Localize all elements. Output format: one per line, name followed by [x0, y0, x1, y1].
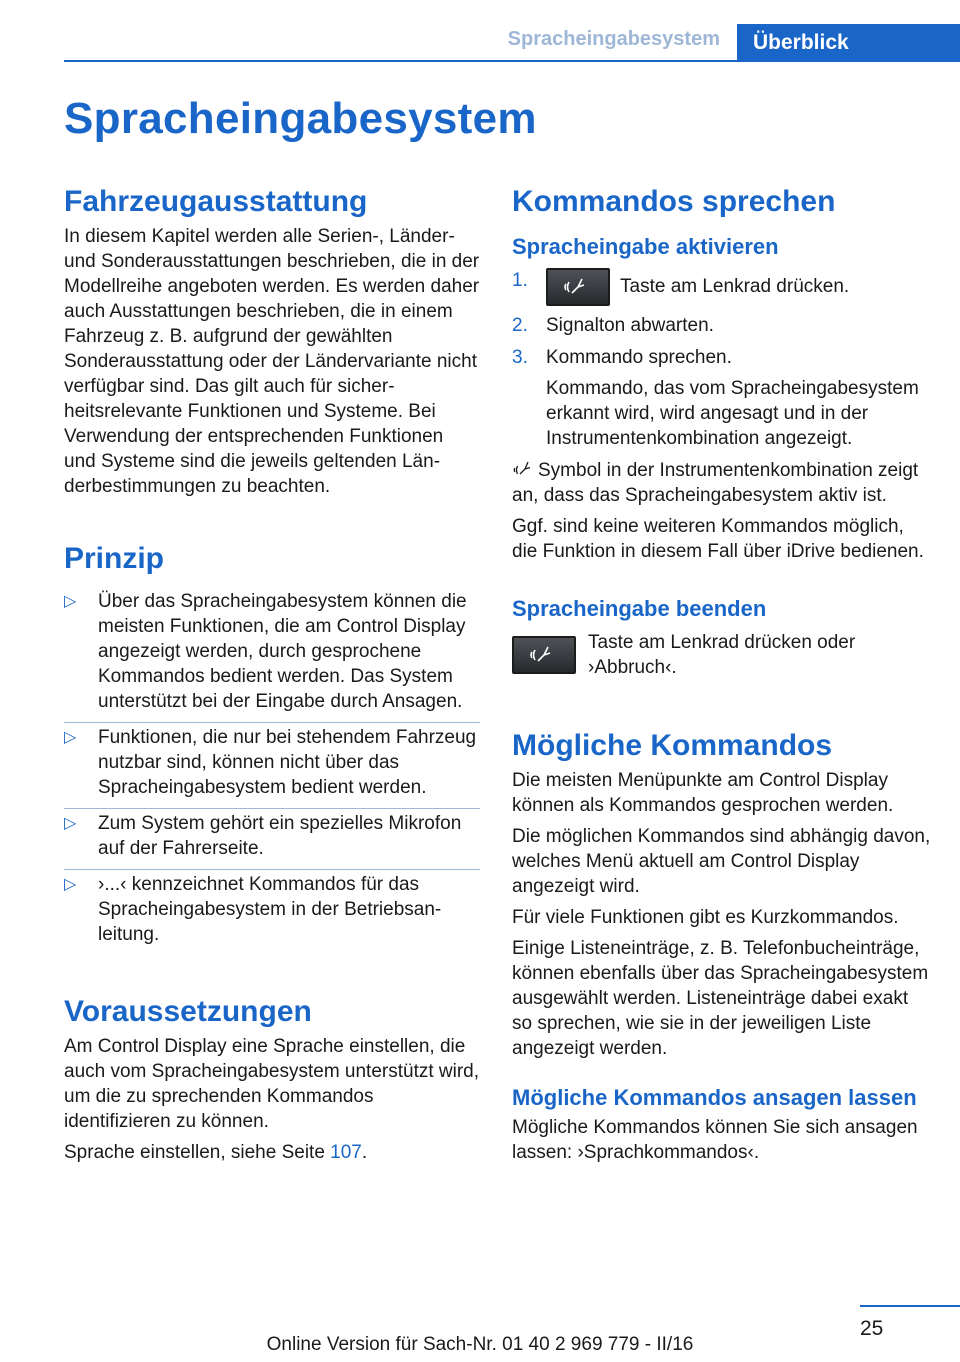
heading-fahrzeugausstattung: Fahrzeugausstattung [64, 185, 368, 218]
list-item: ▷ Funktionen, die nur bei stehendem Fahrzeug nutzbar sind, können nicht über das Spracheingabesystem bedient werden. [64, 725, 480, 804]
left-column [64, 180, 480, 1171]
heading-prinzip: Prinzip [64, 542, 165, 575]
list-item: ▷ Zum System gehört ein spezielles Mikrofon auf der Fahrerseite. [64, 811, 480, 865]
list-item: 2. Signalton abwarten. [512, 315, 714, 336]
header-section-label: Spracheingabesystem [507, 28, 720, 50]
voice-active-icon [512, 460, 534, 478]
fahrzeugausstattung-text: In diesem Kapitel werden alle Serien-, Länder- und Sonderausstattungen beschrieben, die in der Modellreihe angeboten werden. Es werden daher auch Ausstattungen beschrieben, die in einem Fahrzeug z. B. aufgrund der gewählten Sonderausstattung oder der Ländervariante nicht verfügbar sind. Das gilt auch für sicherheitsrelevante Funktionen und Systeme. Bei Verwendung der entsprechenden Funktionen und Systeme sind die jeweils geltenden Länderbestimmungen zu beachten. [64, 226, 480, 497]
page-title: Spracheingabesystem [64, 94, 537, 143]
ansagen-text: Mögliche Kommandos können Sie sich ansagen lassen: ›Sprachkommandos‹. [512, 1117, 918, 1163]
footer-text: Online Version für Sach-Nr. 01 40 2 969 779 - II/16 [266, 1334, 694, 1355]
heading-kommandos-sprechen: Kommandos sprechen [512, 185, 836, 218]
prinzip-list [64, 589, 480, 951]
voice-button-icon [546, 268, 610, 306]
heading-spracheingabe-beenden: Spracheingabe beenden [512, 596, 767, 621]
triangle-bullet-icon: ▷ [64, 593, 77, 610]
list-item: 3. Kommando sprechen. Kommando, das vom Spracheingabesystem erkannt wird, wird angesagt und in der Instrumentenkombination angezeigt. [512, 347, 919, 449]
moegliche-p4: Einige Listeneinträge, z. B. Telefonbucheinträge, können ebenfalls über das Spracheingabesystem ausgewählt werden. Listeneinträge dabei exakt so sprechen, wie sie in der jeweiligen Liste angezeigt werden. [512, 938, 929, 1059]
voraussetzungen-ref: Sprache einstellen, siehe Seite 107. [64, 1142, 368, 1163]
right-column [512, 180, 932, 1171]
moegliche-p1: Die meisten Menüpunkte am Control Display können als Kommandos gesprochen werden. [512, 770, 894, 816]
triangle-bullet-icon: ▷ [64, 729, 77, 746]
beenden-text: Taste am Lenkrad drücken oder ›Abbruch‹. [588, 632, 856, 678]
header-rule [64, 60, 960, 62]
list-item: ▷ Über das Spracheingabesystem können die meisten Funktionen, die am Control Display angezeigt werden, durch gesprochene Kommandos bedient werden. Das System unterstützt bei der Eingabe durch Ansagen. [64, 589, 480, 718]
list-item: 1. Taste am Lenkrad drücken. [512, 268, 932, 306]
symbol-text: Symbol in der Instrumentenkombination zeigt an, dass das Spracheingabesystem aktiv ist. [512, 460, 919, 506]
page-number-rule [860, 1305, 960, 1307]
aktivieren-steps [512, 268, 932, 451]
heading-spracheingabe-aktivieren: Spracheingabe aktivieren [512, 234, 779, 259]
triangle-bullet-icon: ▷ [64, 815, 77, 832]
header-tab: Überblick [737, 24, 960, 62]
voice-button-icon [512, 636, 576, 674]
page-number: 25 [860, 1317, 884, 1340]
heading-moegliche-kommandos: Mögliche Kommandos [512, 729, 833, 762]
page-link-107[interactable]: 107 [330, 1142, 362, 1163]
page-header [0, 0, 960, 62]
beenden-row [512, 630, 932, 692]
moegliche-p3: Für viele Funktionen gibt es Kurzkommandos. [512, 907, 899, 928]
note-text: Ggf. sind keine weiteren Kommandos möglich, die Funktion in diesem Fall über iDrive bedienen. [512, 516, 924, 562]
heading-voraussetzungen: Voraussetzungen [64, 995, 312, 1028]
moegliche-p2: Die möglichen Kommandos sind abhängig davon, welches Menü aktuell am Control Display angezeigt wird. [512, 826, 931, 897]
voraussetzungen-text: Am Control Display eine Sprache einstellen, die auch vom Spracheingabesystem unterstützt wird, um die zu sprechenden Kommandos identifizieren zu können. [64, 1036, 480, 1132]
heading-kommandos-ansagen: Mögliche Kommandos ansagen lassen [512, 1085, 917, 1110]
list-item: ▷ ›...‹ kennzeichnet Kommandos für das Spracheingabesystem in der Betriebsanleitung. [64, 874, 442, 945]
triangle-bullet-icon: ▷ [64, 876, 77, 893]
